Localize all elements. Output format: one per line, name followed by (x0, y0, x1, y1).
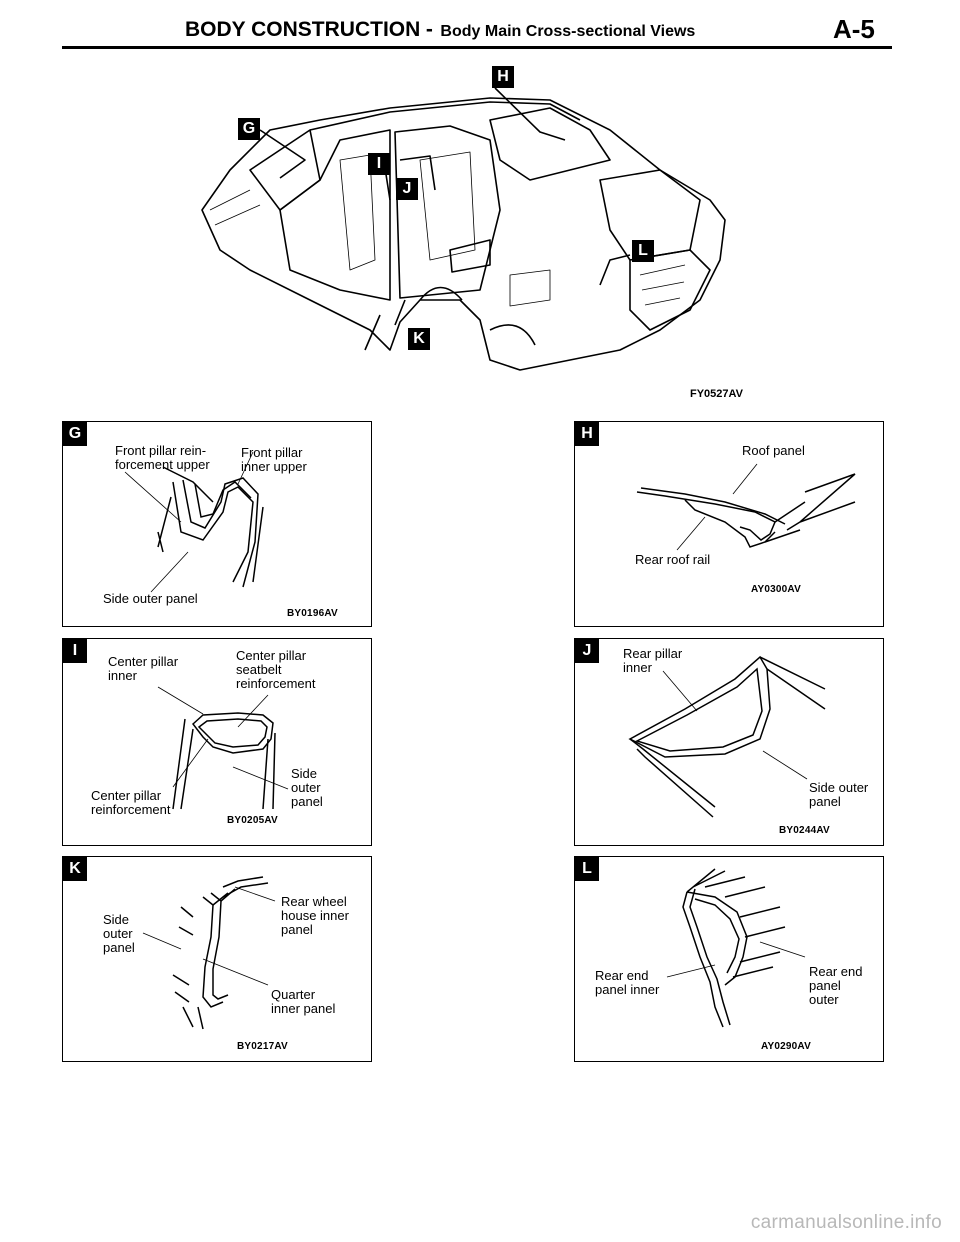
section-title (185, 18, 695, 42)
header-rule (62, 46, 892, 49)
label-center-pillar-seatbelt-reinforcement: Center pillar seatbelt reinforcement (236, 648, 316, 691)
rear-wheel-house-section-drawing (63, 857, 371, 1061)
label-center-pillar-inner: Center pillar inner (108, 654, 179, 683)
figure-code: BY0244AV (779, 825, 830, 836)
panel-h (574, 421, 884, 627)
rear-pillar-section-drawing (575, 639, 883, 845)
marker-h: H (492, 66, 514, 88)
marker-g: G (238, 118, 260, 140)
figure-code: AY0300AV (751, 584, 801, 595)
page-header (0, 0, 960, 50)
panel-tag: L (575, 857, 599, 881)
label-rear-end-panel-outer: Rear end panel outer (809, 964, 863, 1007)
marker-i: I (368, 153, 390, 175)
panel-j (574, 638, 884, 846)
label-rear-pillar-inner: Rear pillar inner (623, 646, 683, 675)
figure-code: BY0205AV (227, 815, 278, 826)
panel-i (62, 638, 372, 846)
label-rear-roof-rail: Rear roof rail (635, 552, 711, 567)
label-front-pillar-reinforcement-upper: Front pillar rein- forcement upper (115, 443, 210, 472)
marker-k: K (408, 328, 430, 350)
label-rear-end-panel-inner: Rear end panel inner (595, 968, 660, 997)
label-roof-panel: Roof panel (742, 443, 805, 458)
title-subtitle: Body Main Cross-sectional Views (440, 23, 696, 40)
panel-tag: J (575, 639, 599, 663)
panel-tag: G (63, 422, 87, 446)
panel-tag: K (63, 857, 87, 881)
panel-tag: I (63, 639, 87, 663)
label-quarter-inner-panel: Quarter inner panel (271, 987, 336, 1016)
label-front-pillar-inner-upper: Front pillar inner upper (241, 445, 307, 474)
panel-k (62, 856, 372, 1062)
rear-end-panel-section-drawing (575, 857, 883, 1061)
marker-l: L (632, 240, 654, 262)
label-side-outer-panel: Side outer panel (291, 766, 323, 809)
figure-code: AY0290AV (761, 1041, 811, 1052)
label-rear-wheel-house-inner-panel: Rear wheel house inner panel (281, 894, 349, 937)
roof-section-drawing (575, 422, 883, 626)
panel-g (62, 421, 372, 627)
label-side-outer-panel: Side outer panel (103, 912, 135, 955)
label-center-pillar-reinforcement: Center pillar reinforcement (91, 788, 171, 817)
page-number: A-5 (833, 14, 875, 44)
panel-tag: H (575, 422, 599, 446)
label-side-outer-panel: Side outer panel (103, 591, 198, 606)
title-main: BODY CONSTRUCTION (185, 18, 421, 41)
marker-j: J (396, 178, 418, 200)
figure-code: BY0196AV (287, 608, 338, 619)
figure-code: BY0217AV (237, 1041, 288, 1052)
watermark: carmanualsonline.info (750, 1212, 942, 1233)
car-body-illustration (190, 60, 740, 400)
label-side-outer-panel: Side outer panel (809, 780, 869, 809)
illustration-code: FY0527AV (690, 388, 743, 400)
car-body-drawing (190, 60, 740, 400)
panel-l (574, 856, 884, 1062)
title-separator: - (425, 18, 433, 41)
